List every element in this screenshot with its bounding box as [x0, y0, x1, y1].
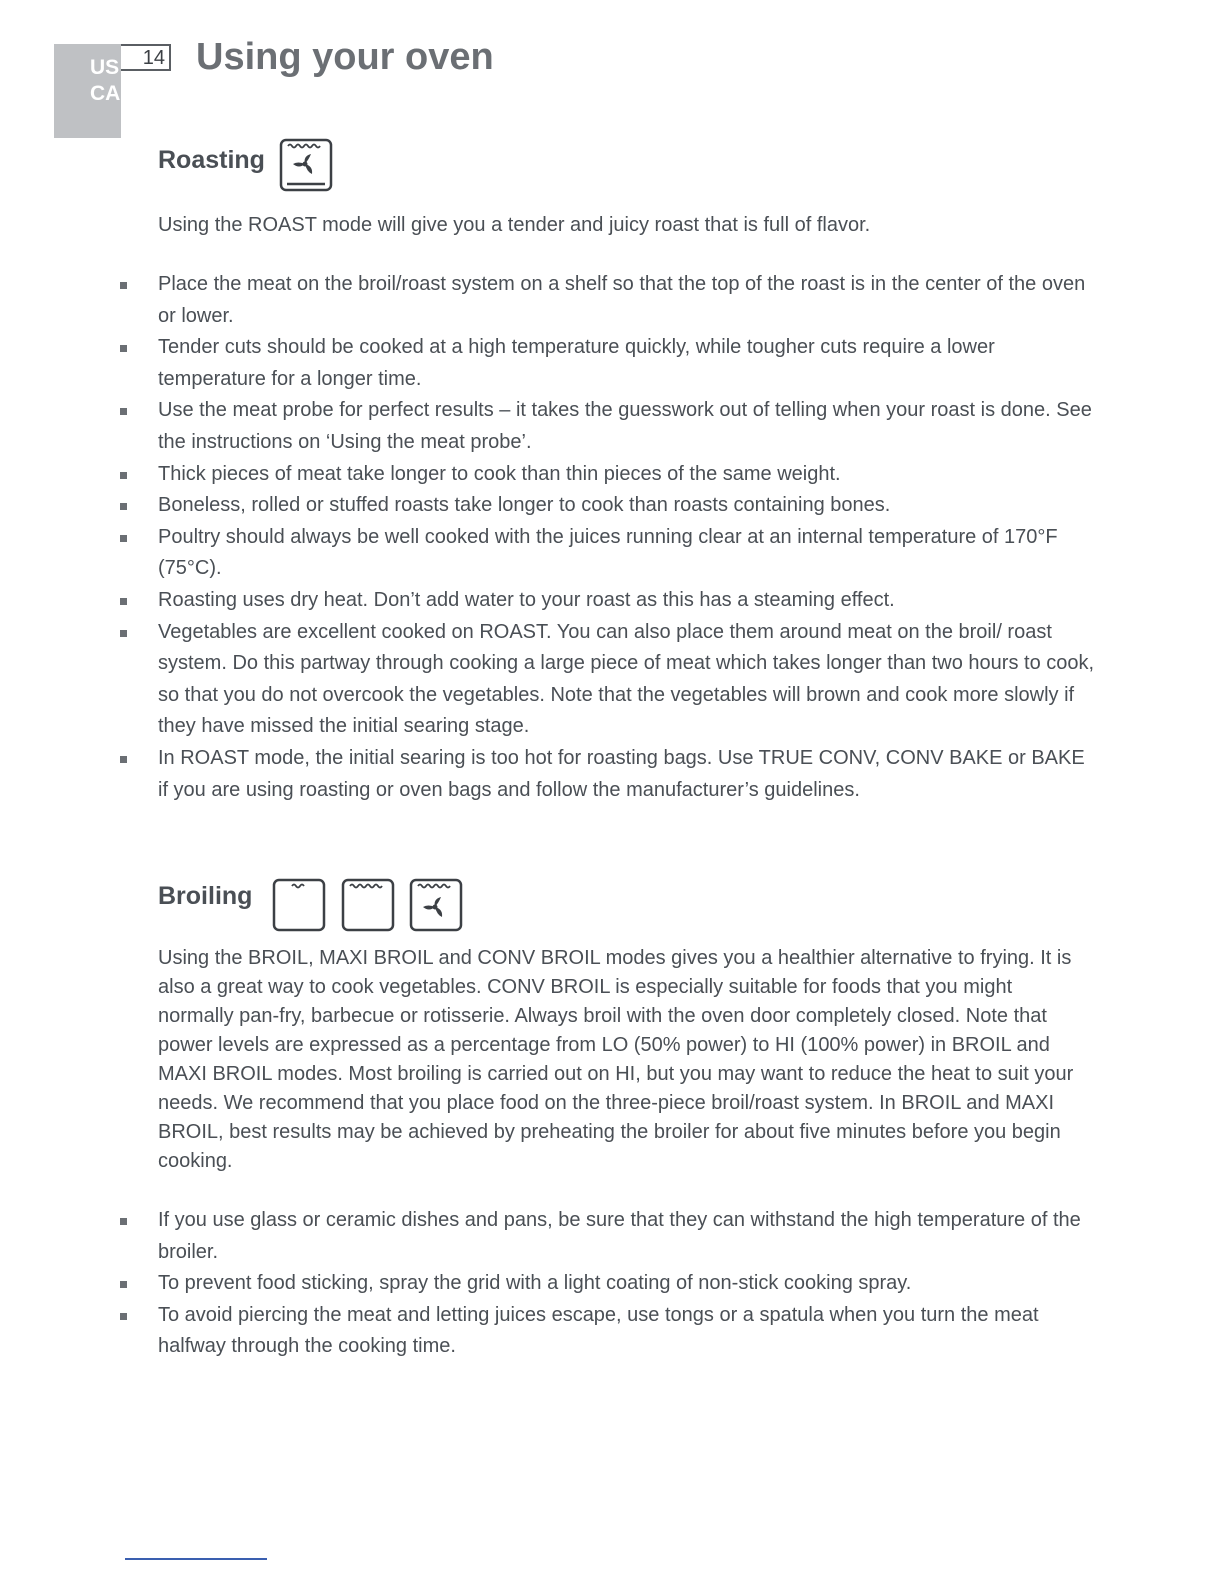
roasting-tips-list — [0, 269, 1100, 806]
list-item — [0, 459, 1100, 491]
list-item-text: Place the meat on the broil/roast system on a shelf so that the top of the roast is in the center of the oven or lower. — [158, 273, 1086, 327]
list-item — [0, 269, 1100, 332]
broiling-heading: Broiling — [158, 882, 253, 910]
list-item-text: Use the meat probe for perfect results – it takes the guesswork out of telling when your roast is done. See the instructions on ‘Using the meat probe’. — [158, 399, 1092, 453]
list-item-text: Tender cuts should be cooked at a high temperature quickly, while tougher cuts require a lower temperature for a longer time. — [158, 336, 995, 390]
list-item — [0, 1205, 1100, 1268]
region-tab — [54, 44, 121, 138]
roast-mode-icon — [279, 138, 333, 192]
bullet-square-icon — [120, 598, 127, 605]
bullet-square-icon — [120, 535, 127, 542]
bullet-square-icon — [120, 282, 127, 289]
bullet-square-icon — [120, 1218, 127, 1225]
list-item-text: In ROAST mode, the initial searing is too hot for roasting bags. Use TRUE CONV, CONV BAKE or BAKE if you are using roasting or oven bags and follow the manufacturer’s guidelines. — [158, 746, 1085, 801]
list-item — [0, 1268, 1100, 1300]
page-title: Using your oven — [196, 36, 494, 78]
broil-mode-icon — [272, 878, 326, 932]
list-item-text: Roasting uses dry heat. Don’t add water to your roast as this has a steaming effect. — [158, 588, 895, 611]
list-item-text: Thick pieces of meat take longer to cook than thin pieces of the same weight. — [158, 462, 841, 485]
list-item — [0, 490, 1100, 522]
bullet-square-icon — [120, 408, 127, 415]
bullet-square-icon — [120, 1281, 127, 1288]
list-item-text: Vegetables are excellent cooked on ROAST. You can also place them around meat on the broil/ roast system. Do this partway through cooking a large piece of meat which takes longer than two hours to cook, so that you do not overcook the vegetables. Note that the vegetables will brown and cook more slowly if they have missed the initial searing stage. — [158, 620, 1095, 738]
list-item — [0, 395, 1100, 458]
bullet-square-icon — [120, 503, 127, 510]
bullet-square-icon — [120, 630, 127, 637]
bullet-square-icon — [120, 472, 127, 479]
roasting-intro: Using the ROAST mode will give you a tender and juicy roast that is full of flavor. — [158, 214, 871, 236]
region-label-ca: CA — [90, 82, 121, 105]
bullet-square-icon — [120, 756, 127, 763]
conv-broil-mode-icon — [409, 878, 463, 932]
broiling-tips-list — [0, 1205, 1100, 1363]
list-item — [0, 1300, 1100, 1363]
bullet-square-icon — [120, 345, 127, 352]
roasting-heading: Roasting — [158, 146, 265, 174]
maxi-broil-mode-icon — [341, 878, 395, 932]
broiling-intro: Using the BROIL, MAXI BROIL and CONV BROIL modes gives you a healthier alternative to frying. It is also a great way to cook vegetables. CONV BROIL is especially suitable for foods that you might normally pan-fry, barbecue or rotisserie. Always broil with the oven door completely closed. Note that power levels are expressed as a percentage from LO (50% power) to HI (100% power) in BROIL and MAXI BROIL modes. Most broiling is carried out on HI, but you may want to reduce the heat to suit your needs. We recommend that you place food on the three-piece broil/roast system. In BROIL and MAXI BROIL, best results may be achieved by preheating the broiler for about five minutes before you begin cooking. — [158, 947, 1074, 1172]
list-item-text: To avoid piercing the meat and letting juices escape, use tongs or a spatula when you turn the meat halfway through the cooking time. — [158, 1303, 1039, 1358]
list-item-text: Boneless, rolled or stuffed roasts take longer to cook than roasts containing bones. — [158, 494, 891, 517]
footer-rule — [125, 1558, 267, 1560]
list-item — [0, 332, 1100, 395]
bullet-square-icon — [120, 1313, 127, 1320]
list-item — [0, 522, 1100, 585]
list-item — [0, 743, 1100, 806]
list-item-text: To prevent food sticking, spray the grid with a light coating of non-stick cooking spray. — [158, 1272, 912, 1295]
page-number: 14 — [121, 44, 171, 71]
list-item-text: Poultry should always be well cooked with the juices running clear at an internal temperature of 170°F (75°C). — [158, 525, 1058, 580]
region-label-us: US — [90, 56, 120, 79]
list-item — [0, 617, 1100, 743]
list-item — [0, 585, 1100, 617]
list-item-text: If you use glass or ceramic dishes and pans, be sure that they can withstand the high temperature of the broiler. — [158, 1209, 1081, 1263]
